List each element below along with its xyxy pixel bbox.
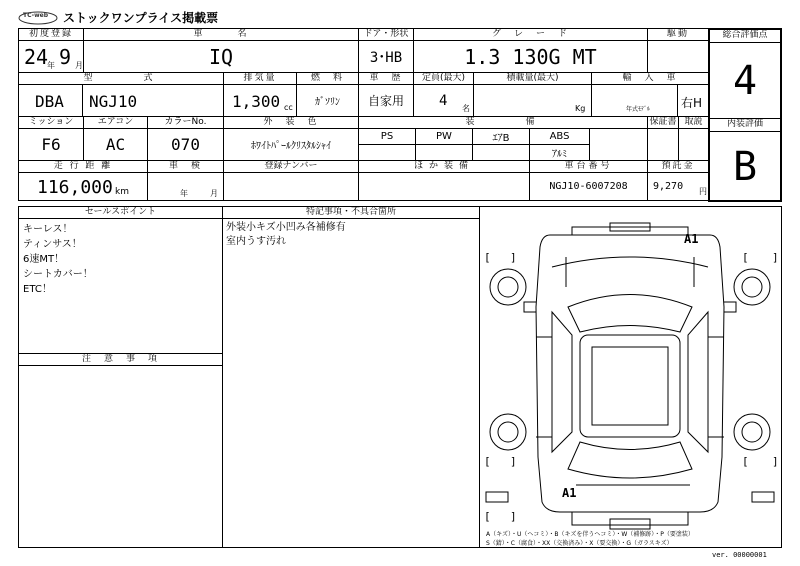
marker-label: A1 (684, 232, 699, 246)
mission-header: ミッション (18, 116, 84, 129)
load-cell (473, 84, 592, 117)
mileage-value: 116,000 (37, 177, 113, 198)
legend-line-1: A（キズ）・U（ヘコミ）・B（キズを伴うヘコミ）・W（補修跡）・P（要塗装） (486, 531, 694, 538)
import-cell (591, 84, 709, 117)
reg-year: 24 (24, 45, 49, 69)
left-door-line (536, 337, 552, 437)
import-year-label: 年式ﾓﾃﾞﾙ (626, 106, 651, 113)
interior-score-value: B (732, 143, 758, 190)
equipment-header: 装 備 (358, 116, 648, 129)
displacement-unit: cc (284, 103, 293, 112)
exterior-color-value: ﾎﾜｲﾄﾊﾟｰﾙｸﾘｽﾀﾙｼｬｲ (223, 128, 359, 161)
inspection-month-unit: 月 (210, 189, 218, 198)
legend-line-2: S（錆）・C（腐食）・XX（交換済み）・X（要交換）・G（ガラスキズ） (486, 540, 673, 547)
displacement-header: 排気量 (223, 72, 297, 85)
import-header: 輸 入 車 (591, 72, 709, 85)
deposit-unit: 円 (699, 187, 707, 196)
wheel-front-left (490, 269, 526, 305)
chassis-no-value: NGJ10-6007208 (529, 172, 648, 201)
bracket-bottom-open: [ (484, 510, 491, 523)
caution-box (18, 365, 223, 548)
bracket-right-top-close: ] (772, 251, 779, 264)
equipment-cell: ABS (529, 128, 590, 145)
color-no-value: 070 (147, 128, 224, 161)
bracket-left-top-open: [ (484, 251, 491, 264)
manual-value (678, 128, 709, 161)
inspection-header: 車 検 (147, 160, 224, 173)
version-label: ver. 00000001 (712, 551, 767, 559)
wheel-rear-right (734, 414, 770, 450)
manual-header: 取説 (678, 116, 709, 129)
capacity-header: 定員(最大) (413, 72, 474, 85)
bracket-left-bottom-open: [ (484, 455, 491, 468)
mission-value: F6 (18, 128, 84, 161)
notes-box (222, 218, 480, 548)
equipment-cell: PW (415, 128, 473, 145)
door-shape-header: ドア・形状 (358, 28, 414, 41)
sales-point-item: キーレス！ (23, 224, 73, 235)
plate-header: 登録ナンバー (223, 160, 359, 173)
reg-month-unit: 月 (75, 61, 83, 70)
color-no-header: カラーNo. (147, 116, 224, 129)
wheel-front-right (734, 269, 770, 305)
model-divider (82, 85, 83, 116)
interior-score-header: 内装評価 (710, 119, 780, 132)
history-header: 車 歴 (358, 72, 414, 85)
note-item: 外装小キズ小凹み各補修有 (226, 222, 346, 233)
equipment-cell: ｱﾙﾐ (529, 144, 590, 161)
mileage-cell (18, 172, 148, 201)
logo-text: TC-web (23, 12, 49, 19)
left-mirror (524, 302, 536, 312)
sales-point-item: ETC！ (23, 284, 52, 295)
first-reg-header: 初度登録 (18, 28, 84, 41)
sales-points-box (18, 218, 223, 354)
reg-month: 9 (59, 45, 72, 69)
car-name-value: IQ (83, 40, 359, 73)
model-prefix: DBA (35, 92, 64, 111)
deposit-header: 預託金 (647, 160, 709, 173)
marker-label: A1 (562, 486, 577, 500)
roof (580, 335, 680, 437)
bracket-bottom-close: ] (510, 510, 517, 523)
plate-value (223, 172, 359, 201)
equipment-cell (415, 144, 473, 161)
warranty-header: 保証書 (647, 116, 679, 129)
car-body-outline (536, 235, 724, 512)
capacity-unit: 名 (462, 104, 470, 113)
bracket-right-bottom-close: ] (772, 455, 779, 468)
right-mirror (724, 302, 736, 312)
roof-inner (592, 347, 668, 425)
fuel-value: ｶﾞｿﾘﾝ (296, 84, 359, 117)
fuel-header: 燃 料 (296, 72, 359, 85)
left-side-window (552, 312, 572, 452)
total-score-value: 4 (710, 43, 780, 119)
grade-header: グ レ ー ド (413, 28, 648, 41)
warranty-value (647, 128, 679, 161)
equipment-cell (358, 144, 416, 161)
capacity-cell (413, 84, 474, 117)
bracket-left-bottom-close: ] (510, 455, 517, 468)
other-equipment-value (358, 172, 530, 201)
bracket-right-bottom-open: [ (742, 455, 749, 468)
model-header: 型 式 (18, 72, 224, 85)
score-box (708, 28, 782, 202)
drive-value (647, 40, 709, 73)
notes-header: 特記事項・不具合箇所 (222, 206, 480, 219)
aircon-header: エアコン (83, 116, 148, 129)
right-door-line (708, 337, 724, 437)
steering-value: 右H (681, 96, 703, 110)
other-equipment-header: ほか装備 (358, 160, 530, 173)
load-unit: Kg (575, 104, 586, 113)
hood-line (566, 257, 694, 287)
bracket-left-top-close: ] (510, 251, 517, 264)
total-score-header: 総合評価点 (710, 30, 780, 43)
bracket-right-top-open: [ (742, 251, 749, 264)
mileage-header: 走 行 距 離 (18, 160, 148, 173)
chassis-no-header: 車台番号 (529, 160, 648, 173)
model-value: NGJ10 (89, 92, 138, 111)
equipment-extra (589, 128, 648, 161)
door-shape-value: 3･HB (358, 40, 414, 73)
sales-points-header: セールスポイント (18, 206, 223, 219)
sales-point-item: シートカバー！ (23, 269, 93, 280)
history-value: 自家用 (358, 84, 414, 117)
sales-point-item: 6速MT！ (23, 254, 65, 265)
inspection-year-unit: 年 (180, 189, 188, 198)
deposit-value: 9,270 (653, 181, 684, 192)
damage-marker-front (600, 232, 698, 246)
first-reg-cell (18, 40, 84, 73)
model-cell (18, 84, 224, 117)
page-title: ストックワンプライス掲載票 (63, 11, 219, 25)
displacement-value: 1,300 (232, 92, 281, 111)
right-side-window (688, 312, 708, 452)
note-item: 室内うす汚れ (226, 236, 286, 247)
import-divider (677, 85, 678, 116)
drive-header: 駆動 (647, 28, 709, 41)
wheel-rear-left (490, 414, 526, 450)
logo (18, 10, 58, 24)
load-header: 積載量(最大) (473, 72, 592, 85)
car-name-header: 車 名 (83, 28, 359, 41)
sales-point-item: ティンサス！ (23, 239, 82, 250)
caution-header: 注 意 事 項 (18, 353, 223, 366)
equipment-cell: ｴｱB (472, 128, 530, 145)
damage-marker-rear (562, 485, 690, 500)
equipment-cell (472, 144, 530, 161)
reg-year-unit: 年 (47, 61, 55, 70)
rear-plate (610, 519, 650, 529)
windshield (568, 295, 692, 333)
capacity-value: 4 (439, 93, 448, 109)
spare-left (486, 492, 508, 502)
grade-value: 1.3 130G MT (413, 40, 648, 73)
car-diagram-panel (479, 206, 782, 548)
deposit-cell (647, 172, 709, 201)
inspection-cell (147, 172, 224, 201)
car-diagram (480, 207, 781, 547)
hood (552, 257, 708, 267)
mileage-unit: km (115, 187, 129, 197)
exterior-color-header: 外 装 色 (223, 116, 359, 129)
spare-right (752, 492, 774, 502)
aircon-value: AC (83, 128, 148, 161)
displacement-cell (223, 84, 297, 117)
equipment-cell: PS (358, 128, 416, 145)
rear-window (568, 442, 692, 478)
